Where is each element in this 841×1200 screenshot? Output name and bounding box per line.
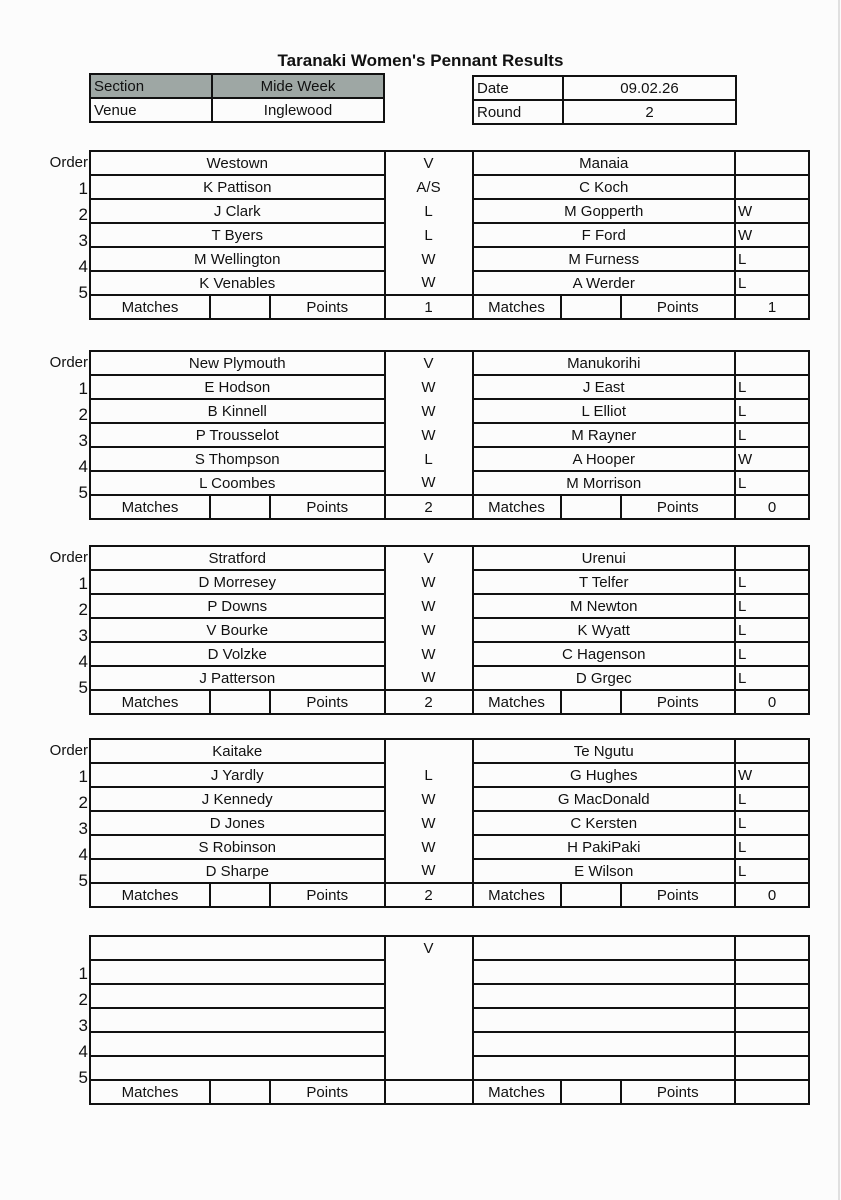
home-result: L [385,199,473,223]
home-result: W [385,375,473,399]
order-column [40,935,88,1091]
away-result: W [735,763,809,787]
away-result-header [735,351,809,375]
away-player: G MacDonald [473,787,736,811]
home-result: W [385,570,473,594]
home-player [90,984,385,1008]
away-result: L [735,594,809,618]
home-matches-label: Matches [90,883,210,907]
versus-label [385,739,473,763]
order-number: 3 [78,1016,88,1035]
player-row [90,618,809,642]
venue-label: Venue [90,98,212,122]
venue-value: Inglewood [212,98,384,122]
player-row [90,423,809,447]
away-points-label: Points [621,1080,736,1104]
away-result: L [735,570,809,594]
away-result: L [735,835,809,859]
away-team-name: Manukorihi [473,351,736,375]
home-points-value: 2 [385,495,473,519]
away-team-name: Manaia [473,151,736,175]
home-player: J Kennedy [90,787,385,811]
away-player [473,960,736,984]
round-label: Round [473,100,563,124]
away-points-value: 0 [735,690,809,714]
order-label [40,935,88,961]
player-row [90,1008,809,1032]
home-player: M Wellington [90,247,385,271]
home-matches-label: Matches [90,495,210,519]
away-points-value: 0 [735,883,809,907]
away-points-label: Points [621,883,736,907]
home-points-value: 2 [385,690,473,714]
away-result [735,960,809,984]
home-player: P Downs [90,594,385,618]
away-matches-label: Matches [473,690,561,714]
away-result-header [735,151,809,175]
home-result: W [385,594,473,618]
home-result: W [385,423,473,447]
order-label: Order [49,549,88,566]
home-matches-value [210,295,270,319]
order-number: 4 [78,845,88,864]
home-team-name [90,936,385,960]
home-result: W [385,399,473,423]
home-team-name: Stratford [90,546,385,570]
away-result: L [735,787,809,811]
away-player: M Morrison [473,471,736,495]
home-player: S Robinson [90,835,385,859]
home-player: J Clark [90,199,385,223]
player-row [90,594,809,618]
date-value: 09.02.26 [563,76,736,100]
player-row [90,859,809,883]
match-table [89,545,810,715]
totals-row [90,690,809,714]
away-result [735,984,809,1008]
away-matches-label: Matches [473,1080,561,1104]
totals-row [90,295,809,319]
away-player: F Ford [473,223,736,247]
player-row [90,666,809,690]
page-title [0,51,841,71]
home-result: W [385,271,473,295]
totals-row [90,495,809,519]
home-points-label: Points [270,883,385,907]
home-result: L [385,447,473,471]
home-player: P Trousselot [90,423,385,447]
order-number: 5 [78,871,88,890]
home-result [385,1056,473,1080]
player-row [90,471,809,495]
round-value: 2 [563,100,736,124]
player-row [90,271,809,295]
home-player [90,1032,385,1056]
home-points-label: Points [270,690,385,714]
order-number: 5 [78,1068,88,1087]
home-player [90,960,385,984]
home-result: A/S [385,175,473,199]
section-value: Mide Week [212,74,384,98]
home-result: L [385,763,473,787]
date-round-table [472,75,737,125]
match-table [89,350,810,520]
home-result: W [385,618,473,642]
order-label: Order [49,154,88,171]
player-row [90,811,809,835]
totals-row [90,1080,809,1104]
home-matches-label: Matches [90,1080,210,1104]
away-player: C Hagenson [473,642,736,666]
home-result: W [385,859,473,883]
title-text: Taranaki Women's Pennant Results [277,51,564,70]
away-result: L [735,471,809,495]
order-column [40,545,88,701]
away-player: A Hooper [473,447,736,471]
home-points-label: Points [270,1080,385,1104]
home-player: K Pattison [90,175,385,199]
away-player: J East [473,375,736,399]
away-result: L [735,247,809,271]
home-player: S Thompson [90,447,385,471]
order-number: 1 [78,179,88,198]
order-number: 3 [78,231,88,250]
away-result-header [735,936,809,960]
away-player [473,1056,736,1080]
home-result: W [385,835,473,859]
away-result: L [735,618,809,642]
section-venue-table [89,73,385,123]
player-row [90,960,809,984]
order-number: 1 [78,767,88,786]
away-result: L [735,666,809,690]
home-result: L [385,223,473,247]
away-player: E Wilson [473,859,736,883]
home-player: V Bourke [90,618,385,642]
away-points-value [735,1080,809,1104]
versus-label: V [385,936,473,960]
order-number: 2 [78,405,88,424]
away-player [473,1008,736,1032]
home-matches-label: Matches [90,690,210,714]
away-player: C Koch [473,175,736,199]
home-player: E Hodson [90,375,385,399]
away-result: L [735,399,809,423]
player-row [90,399,809,423]
away-team-name: Te Ngutu [473,739,736,763]
versus-label: V [385,351,473,375]
player-row [90,1032,809,1056]
player-row [90,642,809,666]
away-matches-label: Matches [473,495,561,519]
away-result: L [735,811,809,835]
order-number: 2 [78,600,88,619]
home-player: L Coombes [90,471,385,495]
away-player: K Wyatt [473,618,736,642]
away-points-value: 1 [735,295,809,319]
home-result [385,984,473,1008]
player-row [90,175,809,199]
order-number: 1 [78,379,88,398]
order-number: 3 [78,626,88,645]
match-table [89,150,810,320]
away-result [735,1056,809,1080]
away-result: L [735,423,809,447]
order-number: 2 [78,793,88,812]
home-points-label: Points [270,295,385,319]
order-number: 5 [78,678,88,697]
home-matches-value [210,1080,270,1104]
home-matches-label: Matches [90,295,210,319]
away-player [473,984,736,1008]
order-number: 3 [78,819,88,838]
order-number: 1 [78,574,88,593]
home-result [385,960,473,984]
away-player: A Werder [473,271,736,295]
away-matches-label: Matches [473,883,561,907]
player-row [90,247,809,271]
order-number: 2 [78,990,88,1009]
away-points-label: Points [621,495,736,519]
order-number: 4 [78,257,88,276]
away-player: M Rayner [473,423,736,447]
away-player: M Newton [473,594,736,618]
player-row [90,223,809,247]
home-points-value [385,1080,473,1104]
home-player: D Sharpe [90,859,385,883]
order-number: 1 [78,964,88,983]
home-points-value: 2 [385,883,473,907]
away-player [473,1032,736,1056]
away-points-value: 0 [735,495,809,519]
home-points-label: Points [270,495,385,519]
away-result [735,175,809,199]
home-team-name: New Plymouth [90,351,385,375]
away-matches-value [561,1080,621,1104]
away-result: L [735,271,809,295]
away-player: H PakiPaki [473,835,736,859]
home-player: D Jones [90,811,385,835]
player-row [90,199,809,223]
away-result: W [735,223,809,247]
player-row [90,787,809,811]
away-result [735,1008,809,1032]
home-player: J Patterson [90,666,385,690]
away-result: L [735,642,809,666]
away-matches-label: Matches [473,295,561,319]
away-matches-value [561,495,621,519]
section-label: Section [90,74,212,98]
away-team-name [473,936,736,960]
match-table [89,738,810,908]
order-number: 5 [78,283,88,302]
away-result-header [735,739,809,763]
away-points-label: Points [621,295,736,319]
order-number: 5 [78,483,88,502]
away-player: G Hughes [473,763,736,787]
player-row [90,570,809,594]
order-number: 4 [78,652,88,671]
home-player [90,1008,385,1032]
away-result-header [735,546,809,570]
order-number: 4 [78,1042,88,1061]
home-matches-value [210,495,270,519]
player-row [90,984,809,1008]
away-result: L [735,859,809,883]
home-player: D Volzke [90,642,385,666]
away-matches-value [561,883,621,907]
home-team-name: Kaitake [90,739,385,763]
home-result [385,1008,473,1032]
home-result: W [385,247,473,271]
home-matches-value [210,690,270,714]
player-row [90,763,809,787]
away-player: M Furness [473,247,736,271]
away-result [735,1032,809,1056]
order-number: 2 [78,205,88,224]
date-label: Date [473,76,563,100]
order-number: 3 [78,431,88,450]
home-player: K Venables [90,271,385,295]
home-result: W [385,642,473,666]
home-result [385,1032,473,1056]
player-row [90,1056,809,1080]
order-column [40,738,88,894]
home-player: D Morresey [90,570,385,594]
player-row [90,375,809,399]
away-matches-value [561,295,621,319]
order-column [40,350,88,506]
away-player: C Kersten [473,811,736,835]
home-result: W [385,787,473,811]
away-player: T Telfer [473,570,736,594]
away-result: W [735,447,809,471]
away-result: L [735,375,809,399]
away-player: M Gopperth [473,199,736,223]
home-player: T Byers [90,223,385,247]
home-result: W [385,666,473,690]
order-label: Order [49,742,88,759]
versus-label: V [385,546,473,570]
order-column [40,150,88,306]
home-player [90,1056,385,1080]
away-team-name: Urenui [473,546,736,570]
versus-label: V [385,151,473,175]
player-row [90,447,809,471]
home-player: B Kinnell [90,399,385,423]
home-team-name: Westown [90,151,385,175]
away-points-label: Points [621,690,736,714]
totals-row [90,883,809,907]
order-label: Order [49,354,88,371]
home-matches-value [210,883,270,907]
home-result: W [385,471,473,495]
home-player: J Yardly [90,763,385,787]
away-player: D Grgec [473,666,736,690]
away-player: L Elliot [473,399,736,423]
player-row [90,835,809,859]
home-result: W [385,811,473,835]
order-number: 4 [78,457,88,476]
away-matches-value [561,690,621,714]
match-table [89,935,810,1105]
home-points-value: 1 [385,295,473,319]
away-result: W [735,199,809,223]
